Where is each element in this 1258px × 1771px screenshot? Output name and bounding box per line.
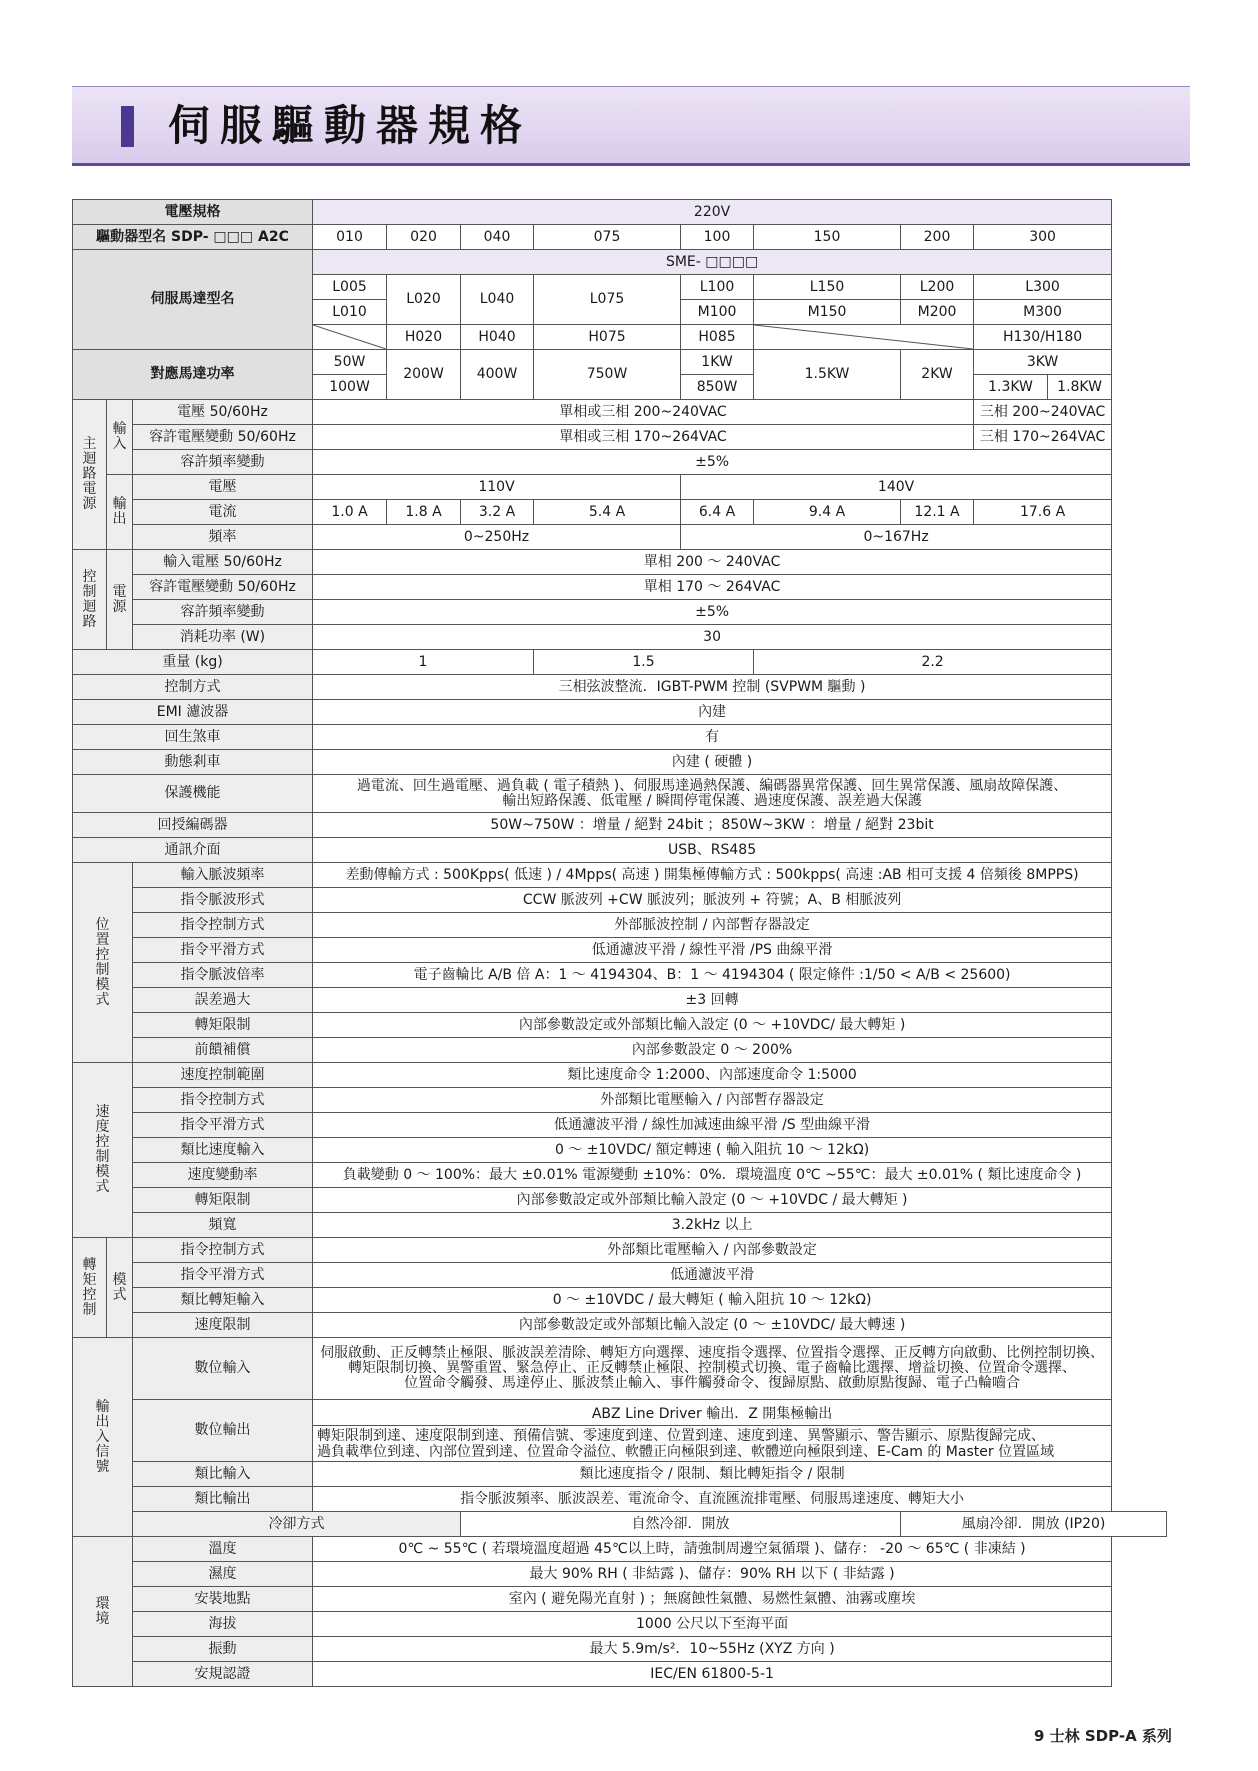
current-cell: 1.8 A xyxy=(387,500,461,525)
power-cell: 1.3KW xyxy=(974,375,1048,400)
row-label: 消耗功率 (W) xyxy=(133,625,313,650)
table-row xyxy=(73,1038,1167,1063)
row-label: 電流 xyxy=(133,500,313,525)
power-cell: 100W xyxy=(313,375,387,400)
table-row xyxy=(73,550,1167,575)
row-value: ±5% xyxy=(313,600,1112,625)
row-label: 容許頻率變動 xyxy=(133,450,313,475)
group-torque-control: 轉 矩 控 制 xyxy=(73,1238,107,1338)
table-row xyxy=(73,675,1167,700)
page-title: 伺服驅動器規格 xyxy=(168,101,533,150)
group-position-mode: 位 置 控 制 模 式 xyxy=(73,863,133,1063)
row-value: 3.2kHz 以上 xyxy=(313,1213,1112,1238)
row-label: 類比輸入 xyxy=(133,1462,313,1487)
row-value: 0 ～ ±10VDC/ 額定轉速 ( 輸入阻抗 10 ～ 12kΩ) xyxy=(313,1138,1112,1163)
row-value: ±3 回轉 xyxy=(313,988,1112,1013)
table-row xyxy=(73,250,1167,275)
row-value: 1000 公尺以下至海平面 xyxy=(313,1612,1112,1637)
row-value: 單相或三相 170~264VAC xyxy=(313,425,974,450)
row-value: 0~167Hz xyxy=(681,525,1112,550)
row-label: 指令平滑方式 xyxy=(133,1113,313,1138)
title-marker xyxy=(121,106,134,147)
motor-cell: L150 xyxy=(754,275,901,300)
row-label: 保護機能 xyxy=(73,775,313,813)
row-label: 動態剎車 xyxy=(73,750,313,775)
row-value: 最大 5.9m/s²．10~55Hz (XYZ 方向 ) xyxy=(313,1637,1112,1662)
motor-power-label: 對應馬達功率 xyxy=(73,350,313,400)
row-label: 容許電壓變動 50/60Hz xyxy=(133,425,313,450)
row-label: 輸入電壓 50/60Hz xyxy=(133,550,313,575)
table-row xyxy=(73,350,1167,375)
row-label: 回授編碼器 xyxy=(73,813,313,838)
row-label: 頻率 xyxy=(133,525,313,550)
row-label: 容許電壓變動 50/60Hz xyxy=(133,575,313,600)
row-value-multiline: ABZ Line Driver 輸出．Z 開集極輸出 轉矩限制到達、速度限制到達、預備信號、零速度到達、位置到達、速度到達、異警顯示、警告顯示、原點復歸完成、 過負載準位到達、內部位置到達、位置命令溢位、軟體正向極限到達、軟體逆向極限到達、E-Cam 的 Master 位置區域 xyxy=(313,1400,1112,1462)
table-row xyxy=(73,200,1167,225)
table-row xyxy=(73,575,1167,600)
group-main-circuit: 主 迴 路 電 源 xyxy=(73,400,107,550)
row-value: 外部類比電壓輸入 / 內部參數設定 xyxy=(313,1238,1112,1263)
table-row xyxy=(73,1487,1167,1512)
empty-diagonal-cell xyxy=(313,325,387,350)
table-row xyxy=(73,1138,1167,1163)
motor-cell: M100 xyxy=(681,300,754,325)
row-value: 三相 200~240VAC xyxy=(974,400,1112,425)
row-value: 單相或三相 200~240VAC xyxy=(313,400,974,425)
row-value: 0 ～ ±10VDC / 最大轉矩 ( 輸入阻抗 10 ～ 12kΩ) xyxy=(313,1288,1112,1313)
row-value: 有 xyxy=(313,725,1112,750)
row-value-multiline: 過電流、回生過電壓、過負載 ( 電子積熱 )、伺服馬達過熱保護、編碼器異常保護、回生異常保護、風扇故障保護、 輸出短路保護、低電壓 / 瞬間停電保護、過速度保護、誤差過大保護 xyxy=(313,775,1112,813)
table-row xyxy=(73,1462,1167,1487)
row-label: 電壓 xyxy=(133,475,313,500)
row-value: 0~250Hz xyxy=(313,525,681,550)
empty-diagonal-cell xyxy=(754,325,974,350)
row-label: 溫度 xyxy=(133,1537,313,1562)
row-value: 內建 ( 硬體 ) xyxy=(313,750,1112,775)
power-cell: 1.5KW xyxy=(754,350,901,400)
row-label: 容許頻率變動 xyxy=(133,600,313,625)
row-value: CCW 脈波列 +CW 脈波列；脈波列 + 符號；A、B 相脈波列 xyxy=(313,888,1112,913)
row-value: 內部參數設定或外部類比輸入設定 (0 ～ +10VDC / 最大轉矩 ) xyxy=(313,1188,1112,1213)
row-value: 30 xyxy=(313,625,1112,650)
model-cell: 300 xyxy=(974,225,1112,250)
row-label: 控制方式 xyxy=(73,675,313,700)
power-cell: 750W xyxy=(534,350,681,400)
model-cell: 010 xyxy=(313,225,387,250)
group-input: 輸 入 xyxy=(107,400,133,475)
row-value: 2.2 xyxy=(754,650,1112,675)
model-cell: 020 xyxy=(387,225,461,250)
row-value: 內部參數設定或外部類比輸入設定 (0 ～ ±10VDC/ 最大轉速 ) xyxy=(313,1313,1112,1338)
motor-cell: L040 xyxy=(461,275,534,325)
row-value: 外部類比電壓輸入 / 內部暫存器設定 xyxy=(313,1088,1112,1113)
table-row xyxy=(73,1313,1167,1338)
row-label: 濕度 xyxy=(133,1562,313,1587)
group-environment: 環 境 xyxy=(73,1537,133,1687)
table-row xyxy=(73,450,1167,475)
row-value: 1 xyxy=(313,650,534,675)
row-value: 50W~750W ：增量 / 絕對 24bit ；850W~3KW ：增量 / 絕對 23bit xyxy=(313,813,1112,838)
row-value: 內部參數設定 0 ～ 200% xyxy=(313,1038,1112,1063)
model-cell: 040 xyxy=(461,225,534,250)
motor-cell: L005 xyxy=(313,275,387,300)
power-cell: 850W xyxy=(681,375,754,400)
row-value: USB、RS485 xyxy=(313,838,1112,863)
group-io-signals: 輸 出 入 信 號 xyxy=(73,1338,133,1537)
table-row xyxy=(73,1512,1167,1537)
table-row xyxy=(73,1537,1167,1562)
table-row xyxy=(73,863,1167,888)
voltage-spec-label: 電壓規格 xyxy=(73,200,313,225)
power-cell: 2KW xyxy=(901,350,974,400)
row-label: 電壓 50/60Hz xyxy=(133,400,313,425)
table-row xyxy=(73,400,1167,425)
current-cell: 5.4 A xyxy=(534,500,681,525)
row-value: 內部參數設定或外部類比輸入設定 (0 ～ +10VDC/ 最大轉矩 ) xyxy=(313,1013,1112,1038)
table-row xyxy=(73,1612,1167,1637)
row-value: 三相弦波整流．IGBT-PWM 控制 (SVPWM 驅動 ) xyxy=(313,675,1112,700)
motor-cell: L100 xyxy=(681,275,754,300)
row-label: 數位輸出 xyxy=(133,1400,313,1462)
current-cell: 3.2 A xyxy=(461,500,534,525)
spec-table xyxy=(72,199,1167,1687)
table-row xyxy=(73,888,1167,913)
row-label: 指令控制方式 xyxy=(133,1238,313,1263)
row-value: 低通濾波平滑 / 線性平滑 /PS 曲線平滑 xyxy=(313,938,1112,963)
voltage-spec-value: 220V xyxy=(313,200,1112,225)
table-row xyxy=(73,1188,1167,1213)
row-label: 海拔 xyxy=(133,1612,313,1637)
table-row xyxy=(73,1562,1167,1587)
row-label: 前饋補償 xyxy=(133,1038,313,1063)
motor-cell: L075 xyxy=(534,275,681,325)
current-cell: 12.1 A xyxy=(901,500,974,525)
row-value: 負載變動 0 ～ 100%：最大 ±0.01% 電源變動 ±10%：0%．環境溫度 0℃ ~55℃：最大 ±0.01% ( 類比速度命令 ) xyxy=(313,1163,1112,1188)
row-value: 類比速度指令 / 限制、類比轉矩指令 / 限制 xyxy=(313,1462,1112,1487)
table-row xyxy=(73,1113,1167,1138)
row-label: 類比速度輸入 xyxy=(133,1138,313,1163)
model-cell: 150 xyxy=(754,225,901,250)
table-row xyxy=(73,225,1167,250)
group-speed-mode: 速 度 控 制 模 式 xyxy=(73,1063,133,1238)
row-label: 類比輸出 xyxy=(133,1487,313,1512)
row-value: 1.5 xyxy=(534,650,754,675)
model-cell: 075 xyxy=(534,225,681,250)
row-label: 誤差過大 xyxy=(133,988,313,1013)
current-cell: 9.4 A xyxy=(754,500,901,525)
power-cell: 200W xyxy=(387,350,461,400)
table-row xyxy=(73,600,1167,625)
group-power: 電 源 xyxy=(107,550,133,650)
row-label: 回生煞車 xyxy=(73,725,313,750)
table-row xyxy=(73,525,1167,550)
row-label: 振動 xyxy=(133,1637,313,1662)
current-cell: 6.4 A xyxy=(681,500,754,525)
row-label: 通訊介面 xyxy=(73,838,313,863)
row-label: 冷卻方式 xyxy=(133,1512,461,1537)
table-row xyxy=(73,1637,1167,1662)
row-value: IEC/EN 61800-5-1 xyxy=(313,1662,1112,1687)
row-label: 速度變動率 xyxy=(133,1163,313,1188)
row-label: 指令控制方式 xyxy=(133,913,313,938)
group-output: 輸 出 xyxy=(107,475,133,550)
row-label: 類比轉矩輸入 xyxy=(133,1288,313,1313)
row-value: 差動傳輸方式 : 500Kpps( 低速 ) / 4Mpps( 高速 ) 開集極傳輸方式 : 500kpps( 高速 :AB 相可支援 4 倍頻後 8MPPS) xyxy=(313,863,1112,888)
table-row xyxy=(73,1213,1167,1238)
row-value: 單相 170 ～ 264VAC xyxy=(313,575,1112,600)
table-row xyxy=(73,1238,1167,1263)
row-label: 速度限制 xyxy=(133,1313,313,1338)
motor-cell: M150 xyxy=(754,300,901,325)
power-cell: 50W xyxy=(313,350,387,375)
row-value: 140V xyxy=(681,475,1112,500)
table-row xyxy=(73,1088,1167,1113)
motor-cell: H130/H180 xyxy=(974,325,1112,350)
row-label: 指令平滑方式 xyxy=(133,1263,313,1288)
row-label: 指令脈波形式 xyxy=(133,888,313,913)
table-row xyxy=(73,913,1167,938)
table-row xyxy=(73,963,1167,988)
table-row xyxy=(73,725,1167,750)
table-row xyxy=(73,1338,1167,1400)
driver-model-label: 驅動器型名 SDP- □□□ A2C xyxy=(73,225,313,250)
motor-cell: L300 xyxy=(974,275,1112,300)
row-label: 輸入脈波頻率 xyxy=(133,863,313,888)
table-row xyxy=(73,813,1167,838)
row-value: 0℃ ~ 55℃ ( 若環境溫度超過 45℃以上時，請強制周邊空氣循環 )、儲存： -20 ～ 65℃ ( 非凍結 ) xyxy=(313,1537,1112,1562)
table-row xyxy=(73,650,1167,675)
group-torque-mode: 模 式 xyxy=(107,1238,133,1338)
title-bar xyxy=(72,86,1190,166)
power-cell: 1.8KW xyxy=(1048,375,1112,400)
table-row xyxy=(73,475,1167,500)
row-value: ±5% xyxy=(313,450,1112,475)
table-row xyxy=(73,988,1167,1013)
row-label: 指令平滑方式 xyxy=(133,938,313,963)
table-row xyxy=(73,425,1167,450)
table-row xyxy=(73,700,1167,725)
row-value: 類比速度命令 1:2000、內部速度命令 1:5000 xyxy=(313,1063,1112,1088)
current-cell: 1.0 A xyxy=(313,500,387,525)
row-value: 低通濾波平滑 xyxy=(313,1263,1112,1288)
row-label: 指令脈波倍率 xyxy=(133,963,313,988)
row-label: 數位輸入 xyxy=(133,1338,313,1400)
current-cell: 17.6 A xyxy=(974,500,1112,525)
page-footer: 9 士林 SDP-A 系列 xyxy=(1034,1727,1172,1745)
table-row xyxy=(73,500,1167,525)
row-value-multiline: 伺服啟動、正反轉禁止極限、脈波誤差清除、轉矩方向選擇、速度指令選擇、位置指令選擇、正反轉方向啟動、比例控制切換、 轉矩限制切換、異警重置、緊急停止、正反轉禁止極限、控制模式切換、電子齒輪比選擇、增益切換、位置命令選擇、 位置命令觸發、馬達停止、脈波禁止輸入、事件觸發命令、復歸原點、啟動原點復歸、電子凸輪嚙合 xyxy=(313,1338,1112,1400)
motor-cell: M200 xyxy=(901,300,974,325)
motor-model-label: 伺服馬達型名 xyxy=(73,250,313,350)
row-label: 速度控制範圍 xyxy=(133,1063,313,1088)
motor-cell: H040 xyxy=(461,325,534,350)
table-row xyxy=(73,1063,1167,1088)
model-cell: 100 xyxy=(681,225,754,250)
row-value: 電子齒輪比 A/B 倍 A：1 ～ 4194304、B：1 ～ 4194304 ( 限定條件 :1/50 < A/B < 25600) xyxy=(313,963,1112,988)
motor-cell: H075 xyxy=(534,325,681,350)
row-value: 自然冷卻．開放 xyxy=(461,1512,901,1537)
row-label: 重量 (kg) xyxy=(73,650,313,675)
row-value: 內建 xyxy=(313,700,1112,725)
table-row xyxy=(73,1288,1167,1313)
power-cell: 3KW xyxy=(974,350,1112,375)
table-row xyxy=(73,1400,1167,1462)
table-row xyxy=(73,1163,1167,1188)
table-row xyxy=(73,938,1167,963)
row-value: 110V xyxy=(313,475,681,500)
row-label: 頻寬 xyxy=(133,1213,313,1238)
table-row xyxy=(73,838,1167,863)
table-row xyxy=(73,1263,1167,1288)
motor-cell: L200 xyxy=(901,275,974,300)
row-value: 最大 90% RH ( 非結露 )、儲存：90% RH 以下 ( 非結露 ) xyxy=(313,1562,1112,1587)
table-row xyxy=(73,625,1167,650)
table-row xyxy=(73,750,1167,775)
row-label: 指令控制方式 xyxy=(133,1088,313,1113)
group-control-circuit: 控 制 迴 路 xyxy=(73,550,107,650)
row-label: 轉矩限制 xyxy=(133,1188,313,1213)
row-value: 外部脈波控制 / 內部暫存器設定 xyxy=(313,913,1112,938)
model-cell: 200 xyxy=(901,225,974,250)
power-cell: 1KW xyxy=(681,350,754,375)
row-value: 三相 170~264VAC xyxy=(974,425,1112,450)
row-label: 轉矩限制 xyxy=(133,1013,313,1038)
row-value: 單相 200 ～ 240VAC xyxy=(313,550,1112,575)
table-row xyxy=(73,1662,1167,1687)
power-cell: 400W xyxy=(461,350,534,400)
table-row xyxy=(73,1587,1167,1612)
row-value: 指令脈波頻率、脈波誤差、電流命令、直流匯流排電壓、伺服馬達速度、轉矩大小 xyxy=(313,1487,1112,1512)
row-value: 風扇冷卻．開放 (IP20) xyxy=(901,1512,1167,1537)
motor-cell: H020 xyxy=(387,325,461,350)
row-label: 安規認證 xyxy=(133,1662,313,1687)
row-label: EMI 濾波器 xyxy=(73,700,313,725)
motor-cell: L020 xyxy=(387,275,461,325)
table-row xyxy=(73,1013,1167,1038)
motor-cell: L010 xyxy=(313,300,387,325)
motor-prefix: SME- □□□□ xyxy=(313,250,1112,275)
motor-cell: M300 xyxy=(974,300,1112,325)
row-value: 低通濾波平滑 / 線性加減速曲線平滑 /S 型曲線平滑 xyxy=(313,1113,1112,1138)
table-row xyxy=(73,775,1167,813)
motor-cell: H085 xyxy=(681,325,754,350)
row-value: 室內 ( 避免陽光直射 ) ；無腐蝕性氣體、易燃性氣體、油霧或塵埃 xyxy=(313,1587,1112,1612)
row-label: 安裝地點 xyxy=(133,1587,313,1612)
